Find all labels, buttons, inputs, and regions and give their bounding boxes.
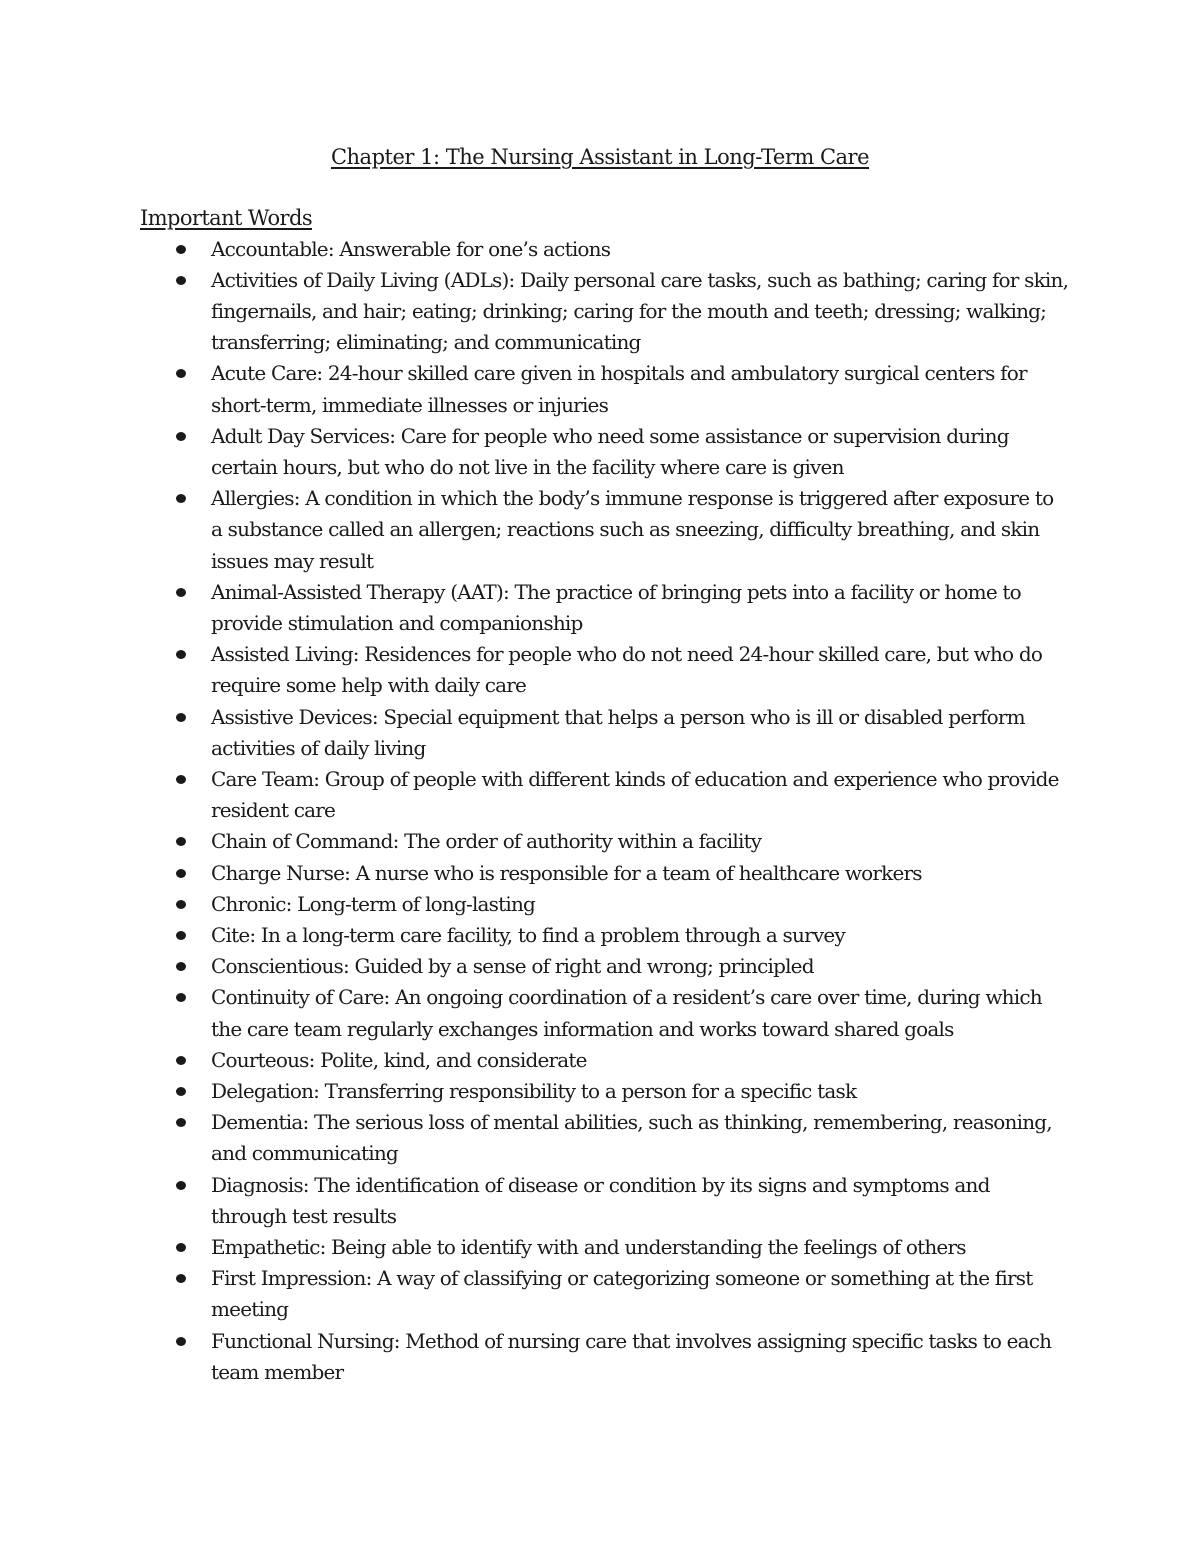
term-text: Conscientious: Guided by a sense of right and wrong; principled (211, 954, 814, 979)
term-text: Activities of Daily Living (ADLs): Daily personal care tasks, such as bathing; caring for skin, fingernails, and hair; eating; drinking; caring for the mouth and teeth; dressing; walking; transferring; eliminating; and communicating (211, 267, 1069, 355)
list-item (140, 858, 1070, 889)
list-item (140, 920, 1070, 951)
list-item (140, 1232, 1070, 1263)
bullet-icon (176, 1056, 186, 1065)
term-text: Delegation: Transferring responsibility to a person for a specific task (211, 1078, 857, 1103)
section-heading: Important Words (140, 206, 312, 230)
list-item (140, 889, 1070, 920)
list-item (140, 265, 1070, 359)
bullet-icon (176, 869, 186, 878)
list-item (140, 1076, 1070, 1107)
terms-list (140, 234, 1070, 1389)
term-text: Acute Care: 24-hour skilled care given in hospitals and ambulatory surgical centers for short-term, immediate illnesses or injuries (211, 361, 1027, 417)
term-text: Diagnosis: The identification of disease or condition by its signs and symptoms and through test results (211, 1172, 990, 1228)
term-text: Charge Nurse: A nurse who is responsible for a team of healthcare workers (211, 860, 922, 885)
list-item (140, 1170, 1070, 1232)
bullet-icon (176, 931, 186, 940)
bullet-icon (176, 369, 186, 378)
term-text: Care Team: Group of people with different kinds of education and experience who provide resident care (211, 766, 1059, 823)
term-text: Empathetic: Being able to identify with and understanding the feelings of others (211, 1235, 966, 1259)
bullet-icon (176, 900, 186, 909)
term-text: Dementia: The serious loss of mental abilities, such as thinking, remembering, reasoning, and communicating (211, 1110, 1052, 1166)
bullet-icon (176, 1118, 186, 1127)
list-item (140, 1045, 1070, 1076)
list-item (140, 577, 1070, 639)
bullet-icon (176, 962, 186, 971)
term-text: Allergies: A condition in which the body’s immune response is triggered after exposure to a substance called an allergen; reactions such as sneezing, difficulty breathing, and skin issues may result (211, 486, 1054, 573)
list-item (140, 421, 1070, 483)
bullet-icon (176, 1243, 186, 1252)
bullet-icon (176, 276, 186, 285)
bullet-icon (176, 993, 186, 1002)
term-text: Functional Nursing: Method of nursing care that involves assigning specific tasks to each team member (211, 1328, 1052, 1384)
term-text: Animal-Assisted Therapy (AAT): The practice of bringing pets into a facility or home to provide stimulation and companionship (211, 579, 1021, 635)
list-item (140, 234, 1070, 265)
bullet-icon (176, 1087, 186, 1096)
list-item (140, 358, 1070, 420)
term-text: Assistive Devices: Special equipment that helps a person who is ill or disabled perform activities of daily living (211, 704, 1025, 760)
list-item (140, 1107, 1070, 1169)
term-text: First Impression: A way of classifying or categorizing someone or something at the first meeting (211, 1266, 1033, 1322)
term-text: Accountable: Answerable for one’s actions (211, 236, 611, 261)
term-text: Continuity of Care: An ongoing coordination of a resident’s care over time, during which the care team regularly exchanges information and works toward shared goals (211, 985, 1042, 1041)
list-item (140, 764, 1070, 826)
list-item (140, 826, 1070, 857)
bullet-icon (176, 1181, 186, 1190)
list-item (140, 1326, 1070, 1388)
page-title: Chapter 1: The Nursing Assistant in Long-Term Care (330, 145, 870, 169)
term-text: Courteous: Polite, kind, and considerate (211, 1047, 587, 1072)
list-item (140, 1263, 1070, 1325)
bullet-icon (176, 245, 186, 254)
term-text: Cite: In a long-term care facility, to find a problem through a survey (211, 922, 845, 947)
list-item (140, 702, 1070, 764)
term-text: Chain of Command: The order of authority within a facility (211, 829, 762, 854)
list-item (140, 982, 1070, 1044)
bullet-icon (176, 1337, 186, 1346)
term-text: Adult Day Services: Care for people who need some assistance or supervision during certain hours, but who do not live in the facility where care is given (211, 423, 1009, 479)
term-text: Assisted Living: Residences for people who do not need 24-hour skilled care, but who do require some help with daily care (211, 642, 1043, 698)
bullet-icon (176, 713, 186, 722)
bullet-icon (176, 775, 186, 784)
list-item (140, 951, 1070, 982)
bullet-icon (176, 650, 186, 659)
bullet-icon (176, 494, 186, 503)
list-item (140, 483, 1070, 577)
bullet-icon (176, 588, 186, 597)
list-item (140, 639, 1070, 701)
bullet-icon (176, 837, 186, 846)
bullet-icon (176, 432, 186, 441)
term-text: Chronic: Long-term of long-lasting (211, 891, 536, 916)
bullet-icon (176, 1274, 186, 1283)
